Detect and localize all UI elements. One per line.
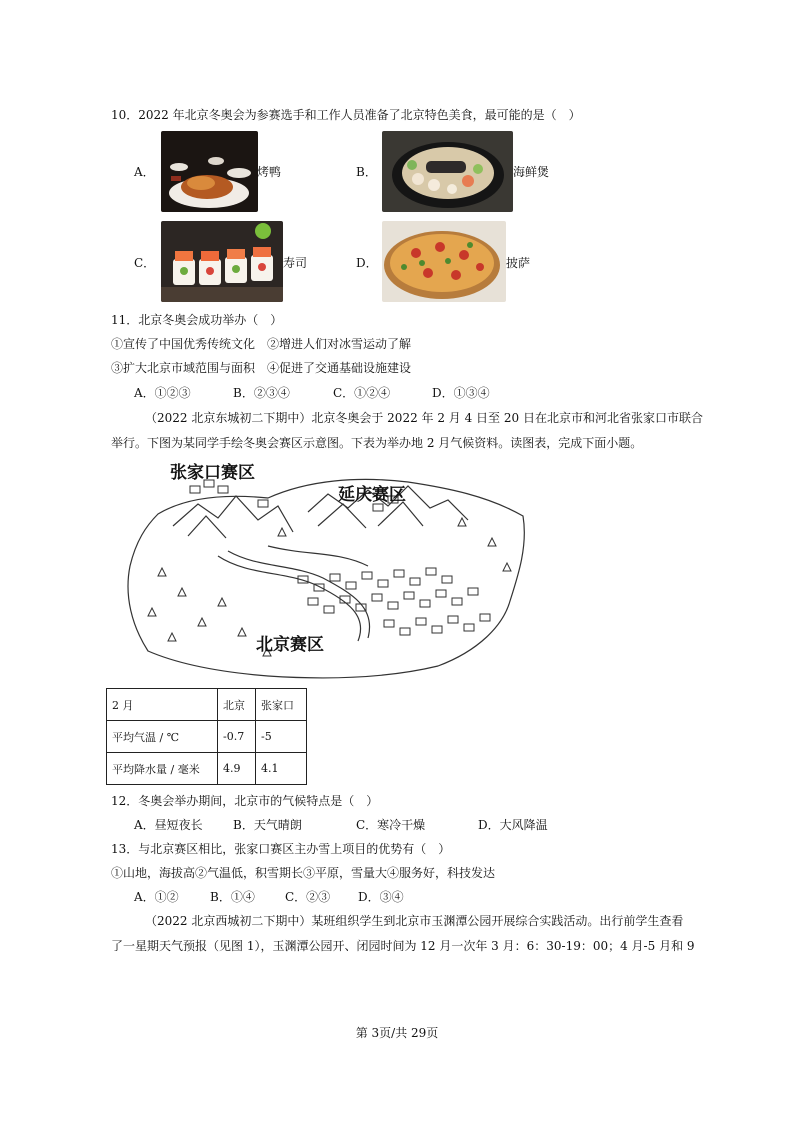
page-number: 第 3页/共 29页 <box>355 1026 439 1040</box>
seafood-pot-image <box>382 131 513 212</box>
q10-option-a-caption: 烤鸭 <box>257 165 282 179</box>
q11-choice-c: C．①②④ <box>333 386 391 400</box>
q12-stem: 12．冬奥会举办期间，北京市的气候特点是（ ） <box>111 794 379 808</box>
q10-option-d-letter: D． <box>356 256 378 270</box>
q12-choice-a: A．昼短夜长 <box>134 818 203 832</box>
sushi-image <box>161 221 283 302</box>
q10-option-c-caption: 寿司 <box>283 256 308 270</box>
q12-choice-b: B．天气晴朗 <box>233 818 302 832</box>
q13-choice-c: C．②③ <box>285 890 331 904</box>
q11-choice-d: D．①③④ <box>432 386 490 400</box>
q11-items-line2: ③扩大北京市域范围与面积 ④促进了交通基础设施建设 <box>111 361 412 375</box>
passage1-line2: 举行。下图为某同学手绘冬奥会赛区示意图。下表为举办地 2 月气候资料。读图表，完成下面小题。 <box>111 436 643 450</box>
q11-choice-b: B．②③④ <box>233 386 290 400</box>
passage1-line1: （2022 北京东城初二下期中）北京冬奥会于 2022 年 2 月 4 日至 20 日在北京市和河北省张家口市联合 <box>145 411 703 425</box>
q10-stem: 10．2022 年北京冬奥会为参赛选手和工作人员准备了北京特色美食，最可能的是（ ） <box>111 108 581 122</box>
q10-option-d-caption: 披萨 <box>506 256 531 270</box>
q10-option-a-letter: A． <box>134 165 155 179</box>
map-label-yanqing: 延庆赛区 <box>338 485 406 505</box>
table-header-cell: 北京 <box>218 689 256 721</box>
q11-items-line1: ①宣传了中国优秀传统文化 ②增进人们对冰雪运动了解 <box>111 337 412 351</box>
roast-duck-image <box>161 131 258 212</box>
map-label-beijing: 北京赛区 <box>256 635 324 655</box>
table-header-cell: 张家口 <box>256 689 307 721</box>
table-header-cell: 2 月 <box>107 689 218 721</box>
q11-stem: 11．北京冬奥会成功举办（ ） <box>111 313 283 327</box>
table-row <box>107 753 307 785</box>
table-cell: -0.7 <box>218 721 256 753</box>
q13-choice-b: B．①④ <box>210 890 255 904</box>
table-row <box>107 721 307 753</box>
q12-choice-c: C．寒冷干燥 <box>356 818 426 832</box>
q13-choice-a: A．①② <box>134 890 179 904</box>
q11-choice-a: A．①②③ <box>134 386 191 400</box>
q12-choice-d: D．大风降温 <box>478 818 548 832</box>
table-row <box>107 689 307 721</box>
table-cell: -5 <box>256 721 307 753</box>
table-cell: 平均降水量 / 毫米 <box>107 753 218 785</box>
passage2-line2: 了一星期天气预报（见图 1），玉渊潭公园开、闭园时间为 12 月一次年 3 月：6：30-19：00；4 月-5 月和 9 <box>111 939 695 953</box>
table-cell: 4.9 <box>218 753 256 785</box>
q10-option-c-letter: C． <box>134 256 156 270</box>
climate-table <box>106 688 307 785</box>
map-label-zhangjiakou: 张家口赛区 <box>170 463 255 483</box>
q13-choice-d: D．③④ <box>358 890 404 904</box>
q13-stem: 13．与北京赛区相比，张家口赛区主办雪上项目的优势有（ ） <box>111 842 451 856</box>
table-cell: 4.1 <box>256 753 307 785</box>
winter-olympics-venue-map <box>118 456 532 682</box>
table-cell: 平均气温 / ℃ <box>107 721 218 753</box>
pizza-image <box>382 221 506 302</box>
q10-option-b-letter: B． <box>356 165 377 179</box>
q13-items: ①山地，海拔高②气温低，积雪期长③平原，雪量大④服务好，科技发达 <box>111 866 496 880</box>
q10-option-b-caption: 海鲜煲 <box>513 165 550 179</box>
passage2-line1: （2022 北京西城初二下期中）某班组织学生到北京市玉渊潭公园开展综合实践活动。出行前学生查看 <box>145 914 684 928</box>
